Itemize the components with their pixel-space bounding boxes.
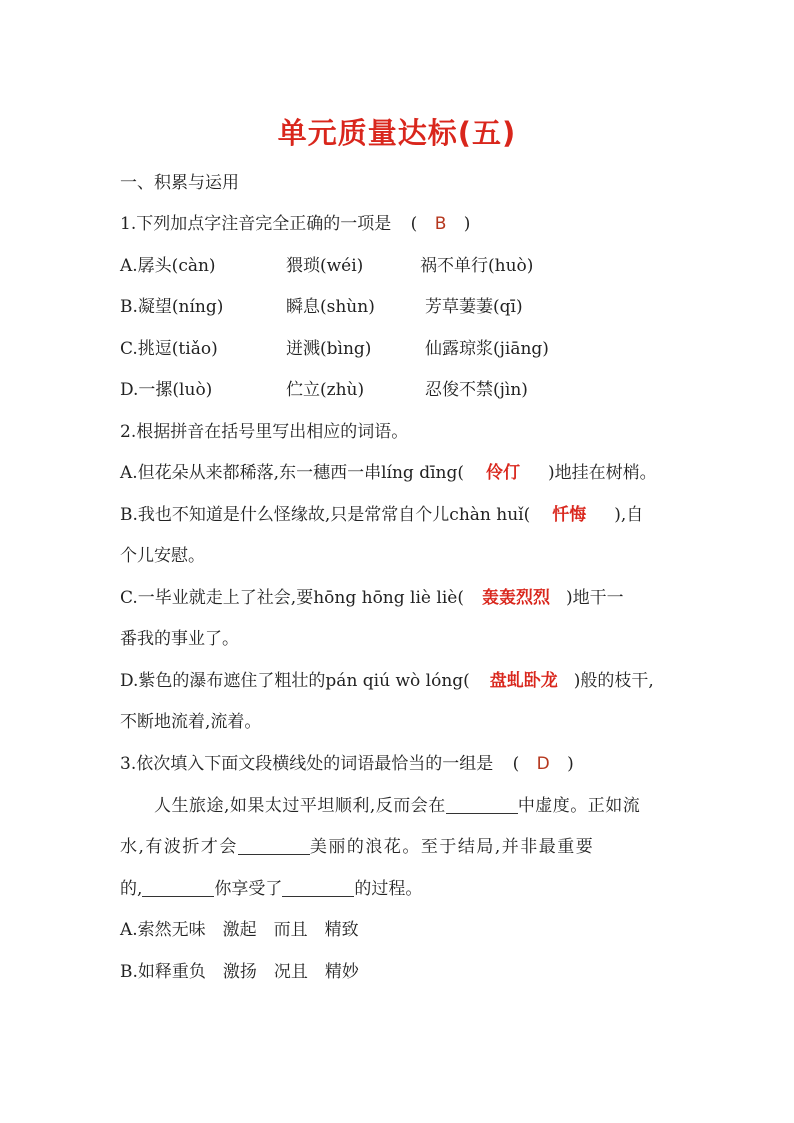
option-col-c: 忍俊不禁(jìn) [425, 380, 528, 400]
question-2-item-b-cont: 个儿安慰。 [120, 546, 205, 566]
option-col-a: C.挑逗(tiǎo) [120, 339, 218, 359]
option-col-c: 仙露琼浆(jiāng) [425, 339, 549, 359]
option-col-a: B.凝望(níng) [120, 297, 224, 317]
answer-paren-open: ( [410, 214, 418, 234]
question-3-stem: 3.依次填入下面文段横线处的词语最恰当的一组是 [120, 754, 494, 774]
option-row [120, 336, 549, 362]
option-col-b: 迸溅(bìng) [286, 339, 372, 359]
passage-line-1 [154, 793, 640, 819]
option-col-a: A.孱头(càn) [120, 256, 216, 276]
fill-blank [238, 836, 310, 855]
item-text: )地挂在树梢。 [547, 463, 657, 483]
fill-blank [142, 878, 214, 897]
question-1-stem: 1.下列加点字注音完全正确的一项是 [120, 214, 392, 234]
passage-text: 你享受了 [214, 879, 283, 899]
answer-paren-close: ) [567, 754, 574, 774]
fill-blank [282, 878, 354, 897]
item-text: C.一毕业就走上了社会,要hōng hōng liè liè( [120, 588, 464, 608]
item-text: )地干一 [565, 588, 624, 608]
option-col-c: 芳草萋萋(qī) [425, 297, 523, 317]
item-text: )般的枝干, [573, 671, 654, 691]
passage-line-2 [120, 834, 594, 860]
question-1 [120, 211, 470, 237]
filled-answer: 伶仃 [485, 463, 520, 483]
option-col-b: 伫立(zhù) [286, 380, 365, 400]
question-3-option-a: A.索然无味 激起 而且 精致 [120, 920, 359, 940]
option-col-b: 猥琐(wéi) [286, 256, 364, 276]
item-text: D.紫色的瀑布遮住了粗壮的pán qiú wò lóng( [120, 671, 470, 691]
option-col-a: D.一摞(luò) [120, 380, 213, 400]
question-3-answer: D [536, 754, 550, 774]
answer-paren-close: ) [463, 214, 471, 234]
question-2-item-b [120, 502, 643, 528]
question-3 [120, 751, 574, 777]
question-2-item-c [120, 585, 624, 611]
question-3-option-b: B.如释重负 激扬 况且 精妙 [120, 962, 359, 982]
page-title: 单元质量达标(五) [277, 116, 517, 150]
question-1-answer: B [434, 214, 447, 234]
option-row [120, 253, 533, 279]
passage-text: 美丽的浪花。至于结局,并非最重要 [309, 837, 595, 857]
filled-answer: 轰轰烈烈 [481, 588, 550, 608]
answer-paren-open: ( [512, 754, 520, 774]
filled-answer: 盘虬卧龙 [489, 671, 558, 691]
passage-text: 中虚度。正如流 [517, 796, 641, 816]
item-text: B.我也不知道是什么怪缘故,只是常常自个儿chàn huǐ( [120, 505, 531, 525]
item-text: A.但花朵从来都稀落,东一穗西一串líng dīng( [120, 463, 464, 483]
passage-text: 水,有波折才会 [120, 837, 238, 857]
question-2-item-a [120, 460, 657, 486]
option-row [120, 377, 528, 403]
question-2-item-c-cont: 番我的事业了。 [120, 629, 239, 649]
question-2-item-d-cont: 不断地流着,流着。 [120, 712, 262, 732]
filled-answer: 忏悔 [552, 505, 587, 525]
passage-text: 人生旅途,如果太过平坦顺利,反而会在 [154, 796, 446, 816]
option-col-c: 祸不单行(huò) [420, 256, 534, 276]
option-row [120, 294, 523, 320]
item-text: ),自 [614, 505, 644, 525]
fill-blank [446, 795, 518, 814]
passage-text: 的过程。 [354, 879, 423, 899]
passage-text: 的, [120, 879, 143, 899]
section-heading: 一、积累与运用 [120, 173, 239, 193]
question-2-item-d [120, 668, 654, 694]
question-2-stem: 2.根据拼音在括号里写出相应的词语。 [120, 422, 409, 442]
option-col-b: 瞬息(shùn) [286, 297, 375, 317]
passage-line-3 [120, 876, 422, 902]
